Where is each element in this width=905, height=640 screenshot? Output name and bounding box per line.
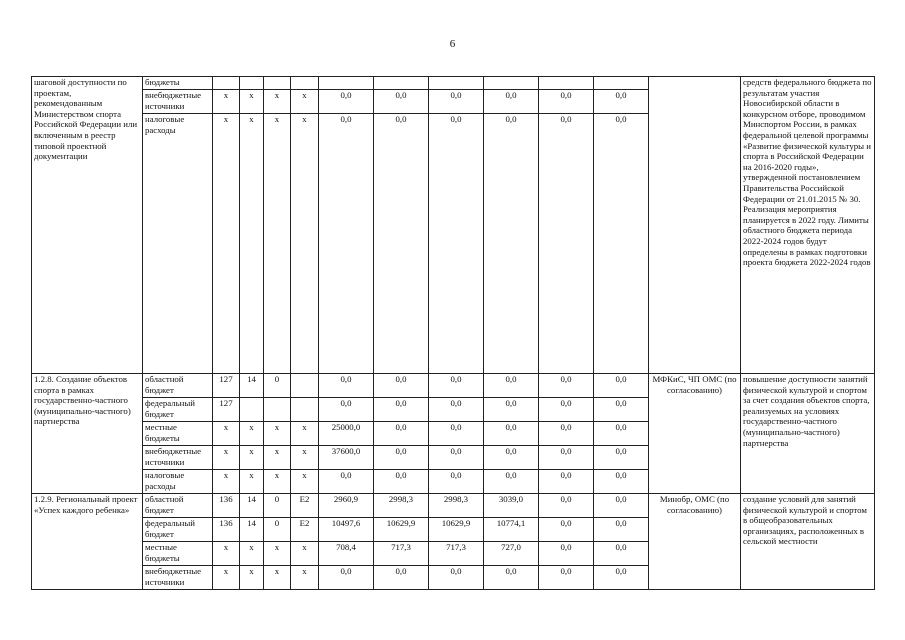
funding-source-cell: местные бюджеты [143,542,213,566]
budget-code-cell: 0 [264,494,291,518]
budget-code-cell: x [291,470,319,494]
amount-cell: 0,0 [429,374,484,398]
amount-cell: 0,0 [374,90,429,114]
executor-cell: Минобр, ОМС (по согласованию) [649,494,741,590]
amount-cell: 0,0 [594,374,649,398]
funding-source-cell: федеральный бюджет [143,518,213,542]
amount-cell: 0,0 [319,374,374,398]
amount-cell: 0,0 [539,422,594,446]
funding-source-cell: областной бюджет [143,374,213,398]
amount-cell: 0,0 [539,518,594,542]
amount-cell: 0,0 [594,566,649,590]
amount-cell: 0,0 [319,90,374,114]
funding-source-cell: областной бюджет [143,494,213,518]
executor-cell: МФКиС, ЧП ОМС (по согласованию) [649,374,741,494]
amount-cell [594,77,649,90]
activity-name-cell: 1.2.8. Создание объектов спорта в рамках государственно-частного (муниципально-частного) партнерства [32,374,143,494]
amount-cell: 3039,0 [484,494,539,518]
budget-code-cell: x [240,566,264,590]
amount-cell: 0,0 [429,90,484,114]
amount-cell: 0,0 [539,494,594,518]
amount-cell: 0,0 [374,566,429,590]
amount-cell: 0,0 [429,398,484,422]
amount-cell: 0,0 [374,446,429,470]
budget-code-cell: x [291,566,319,590]
amount-cell: 0,0 [484,566,539,590]
funding-source-cell: местные бюджеты [143,422,213,446]
amount-cell: 0,0 [539,114,594,374]
budget-code-cell: x [240,422,264,446]
budget-code-cell: x [291,542,319,566]
budget-code-cell: x [264,114,291,374]
budget-code-cell: 127 [213,374,240,398]
budget-code-cell: x [213,446,240,470]
amount-cell: 0,0 [429,470,484,494]
budget-code-cell: 14 [240,518,264,542]
amount-cell: 0,0 [429,566,484,590]
budget-code-cell: x [240,90,264,114]
amount-cell: 0,0 [374,398,429,422]
amount-cell: 2998,3 [429,494,484,518]
budget-code-cell [240,398,264,422]
amount-cell: 0,0 [484,374,539,398]
funding-source-cell: внебюджетные источники [143,90,213,114]
amount-cell: 0,0 [319,398,374,422]
budget-code-cell: 0 [264,374,291,398]
amount-cell: 0,0 [594,422,649,446]
funding-source-cell: налоговые расходы [143,114,213,374]
table-row [32,494,875,518]
amount-cell: 0,0 [484,114,539,374]
amount-cell: 717,3 [429,542,484,566]
expected-result-cell: средств федерального бюджета по результатам участия Новосибирской области в конкурсном отборе, проводимом Минспортом России, в рамках федеральной целевой программы «Развитие физической культуры и спорта в Российской Федерации на 2016-2020 годы», утвержденной постановлением Правительства Российской Федерации от 21.01.2015 № 30. Реализация мероприятия планируется в 2022 году. Лимиты областного бюджета периода 2022-2024 годов будут определены в рамках подготовки проекта бюджета 2022-2024 годов [741,77,875,374]
budget-code-cell: 127 [213,398,240,422]
budget-code-cell: x [264,422,291,446]
budget-code-cell: 0 [264,518,291,542]
amount-cell: 0,0 [539,542,594,566]
amount-cell: 0,0 [539,566,594,590]
budget-code-cell: E2 [291,494,319,518]
amount-cell: 25000,0 [319,422,374,446]
table-row [32,374,875,398]
amount-cell: 0,0 [319,470,374,494]
amount-cell: 727,0 [484,542,539,566]
budget-code-cell: 14 [240,374,264,398]
amount-cell: 0,0 [374,374,429,398]
amount-cell: 0,0 [374,114,429,374]
amount-cell: 0,0 [539,374,594,398]
amount-cell [429,77,484,90]
table-body [32,77,875,590]
budget-code-cell: x [264,542,291,566]
amount-cell: 0,0 [539,446,594,470]
amount-cell: 0,0 [429,114,484,374]
budget-code-cell: 136 [213,494,240,518]
amount-cell: 0,0 [484,446,539,470]
amount-cell: 0,0 [594,398,649,422]
budget-code-cell [240,77,264,90]
budget-code-cell: x [264,470,291,494]
amount-cell: 10497,6 [319,518,374,542]
budget-code-cell: x [291,422,319,446]
amount-cell: 708,4 [319,542,374,566]
funding-source-cell: федеральный бюджет [143,398,213,422]
amount-cell: 10774,1 [484,518,539,542]
amount-cell: 0,0 [484,470,539,494]
budget-code-cell [291,398,319,422]
budget-code-cell: x [291,90,319,114]
funding-source-cell: внебюджетные источники [143,446,213,470]
amount-cell: 0,0 [429,446,484,470]
funding-source-cell: внебюджетные источники [143,566,213,590]
page-number: 6 [449,38,456,50]
amount-cell: 0,0 [374,422,429,446]
expected-result-cell: создание условий для занятий физической культурой и спортом в общеобразовательных организациях, расположенных в сельской местности [741,494,875,590]
amount-cell [484,77,539,90]
amount-cell [374,77,429,90]
amount-cell: 0,0 [429,422,484,446]
amount-cell [539,77,594,90]
budget-code-cell [291,374,319,398]
amount-cell: 0,0 [484,398,539,422]
budget-code-cell: 14 [240,494,264,518]
budget-code-cell [264,398,291,422]
executor-cell [649,77,741,374]
budget-code-cell: x [240,542,264,566]
amount-cell: 0,0 [484,422,539,446]
amount-cell: 0,0 [594,542,649,566]
amount-cell: 0,0 [319,114,374,374]
amount-cell: 0,0 [539,470,594,494]
amount-cell: 0,0 [594,90,649,114]
amount-cell: 0,0 [594,470,649,494]
budget-code-cell: 136 [213,518,240,542]
funding-source-cell: налоговые расходы [143,470,213,494]
budget-code-cell: x [213,114,240,374]
amount-cell: 0,0 [319,566,374,590]
program-table [31,76,875,590]
budget-code-cell [213,77,240,90]
budget-code-cell: x [291,114,319,374]
amount-cell: 0,0 [539,90,594,114]
activity-name-cell: шаговой доступности по проектам, рекомендованным Министерством спорта Российской Федерации или включенным в реестр типовой проектной документации [32,77,143,374]
amount-cell: 0,0 [539,398,594,422]
amount-cell: 0,0 [594,114,649,374]
budget-code-cell: x [264,90,291,114]
budget-code-cell: x [213,422,240,446]
budget-code-cell [291,77,319,90]
budget-code-cell: E2 [291,518,319,542]
amount-cell: 0,0 [594,494,649,518]
amount-cell: 0,0 [374,470,429,494]
amount-cell: 0,0 [484,90,539,114]
amount-cell: 2960,9 [319,494,374,518]
amount-cell: 717,3 [374,542,429,566]
budget-code-cell: x [213,566,240,590]
amount-cell: 2998,3 [374,494,429,518]
budget-code-cell: x [264,566,291,590]
budget-code-cell: x [264,446,291,470]
budget-code-cell: x [213,90,240,114]
funding-source-cell: бюджеты [143,77,213,90]
budget-code-cell: x [240,114,264,374]
budget-code-cell: x [291,446,319,470]
activity-name-cell: 1.2.9. Региональный проект «Успех каждого ребенка» [32,494,143,590]
amount-cell [319,77,374,90]
budget-code-cell: x [240,470,264,494]
amount-cell: 10629,9 [374,518,429,542]
budget-code-cell: x [213,542,240,566]
amount-cell: 37600,0 [319,446,374,470]
budget-code-cell: x [240,446,264,470]
table-row [32,77,875,90]
budget-code-cell: x [213,470,240,494]
amount-cell: 10629,9 [429,518,484,542]
budget-code-cell [264,77,291,90]
amount-cell: 0,0 [594,518,649,542]
expected-result-cell: повышение доступности занятий физической культурой и спортом за счет создания объектов спорта, реализуемых на условиях государственно-частного (муниципально-частного) партнерства [741,374,875,494]
amount-cell: 0,0 [594,446,649,470]
